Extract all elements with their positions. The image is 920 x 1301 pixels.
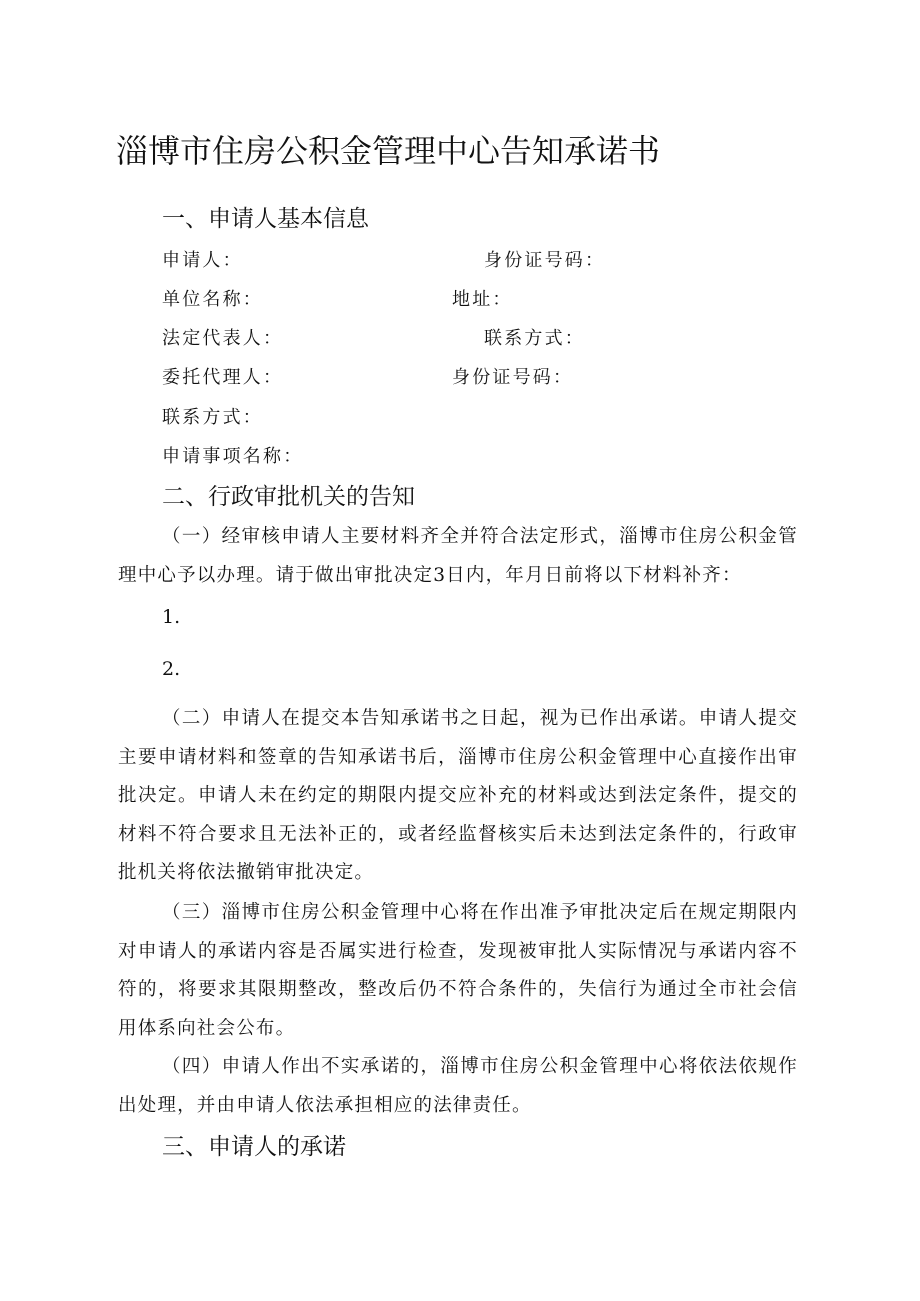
- field-label-legal-rep: 法定代表人：: [162, 328, 284, 349]
- paragraph-notice-1: （一）经审核申请人主要材料齐全并符合法定形式，淄博市住房公积金管理中心予以办理。请于做出审批决定3日内，年月日前将以下材料补齐：: [118, 526, 798, 586]
- field-label-id-number: 身份证号码：: [484, 250, 606, 271]
- section-heading-applicant-info: 一、申请人基本信息: [162, 206, 369, 232]
- field-label-agent-id-number: 身份证号码：: [452, 367, 574, 388]
- field-label-company-name: 单位名称：: [162, 289, 263, 310]
- field-label-matter-name: 申请事项名称：: [162, 446, 304, 467]
- list-item-2: 2.: [162, 658, 181, 680]
- paragraph-notice-4: （四）申请人作出不实承诺的，淄博市住房公积金管理中心将依法依规作出处理，并由申请人依法承担相应的法律责任。: [118, 1056, 798, 1116]
- section-heading-applicant-commitment: 三、申请人的承诺: [162, 1134, 346, 1160]
- field-label-agent-contact: 联系方式：: [162, 407, 263, 428]
- field-label-contact: 联系方式：: [484, 328, 585, 349]
- paragraph-notice-2: （二）申请人在提交本告知承诺书之日起，视为已作出承诺。申请人提交主要申请材料和签章的告知承诺书后，淄博市住房公积金管理中心直接作出审批决定。申请人未在约定的期限内提交应补充的材料或达到法定条件，提交的材料不符合要求且无法补正的，或者经监督核实后未达到法定条件的，行政审批机关将依法撤销审批决定。: [118, 708, 798, 884]
- paragraph-notice-3: （三）淄博市住房公积金管理中心将在作出准予审批决定后在规定期限内对申请人的承诺内容是否属实进行检查，发现被审批人实际情况与承诺内容不符的，将要求其限期整改，整改后仍不符合条件的，失信行为通过全市社会信用体系向社会公布。: [118, 902, 798, 1039]
- list-item-1: 1.: [162, 606, 181, 628]
- field-label-address: 地址：: [452, 289, 513, 310]
- field-label-applicant: 申请人：: [162, 250, 243, 271]
- document-title: 淄博市住房公积金管理中心告知承诺书: [116, 132, 661, 170]
- section-heading-authority-notice: 二、行政审批机关的告知: [162, 484, 415, 510]
- field-label-agent: 委托代理人：: [162, 367, 284, 388]
